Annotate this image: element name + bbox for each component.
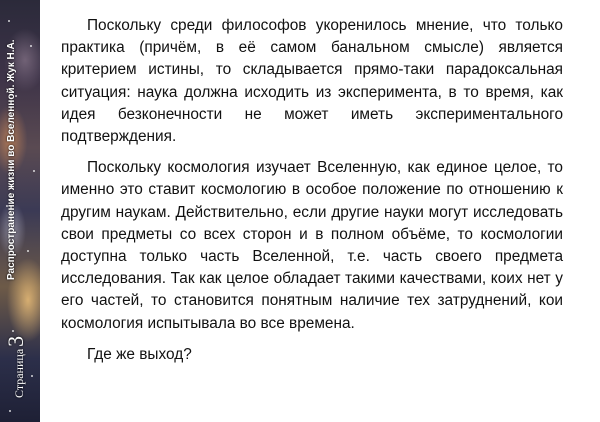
paragraph-1: Поскольку среди философов укоренилось мнение, что только практика (причём, в её самом банальном смысле) является критерием истины, то складывается прямо-таки парадоксальная ситуация: наука должна исходить из эксперимента, в то время, как идея безконечности не может иметь экспериментального подтверждения.: [61, 17, 563, 146]
page-label: [5, 336, 27, 398]
page-word: Страница: [12, 348, 26, 398]
paragraph-2: Поскольку космология изучает Вселенную, как единое целое, то именно это ставит космологию в особое положение по отношению к другим наукам. Действительно, если другие науки могут исследовать свои предметы со всех сторон и в полном объёме, то космологии доступна только часть Вселенной, т.е. часть своего предмета исследования. Так как целое обладает такими качествами, коих нет у его частей, то становится понятным наличие тех затруднений, кои космология испытывала во все времена.: [61, 159, 563, 332]
side-decorative-band: [0, 0, 40, 422]
main-text: [61, 15, 563, 375]
vertical-document-title: Распространение жизни во Вселенной. Жук Н.А.: [6, 39, 17, 280]
paragraph-3: Где же выход?: [87, 345, 192, 363]
page-number: 3: [3, 335, 28, 347]
